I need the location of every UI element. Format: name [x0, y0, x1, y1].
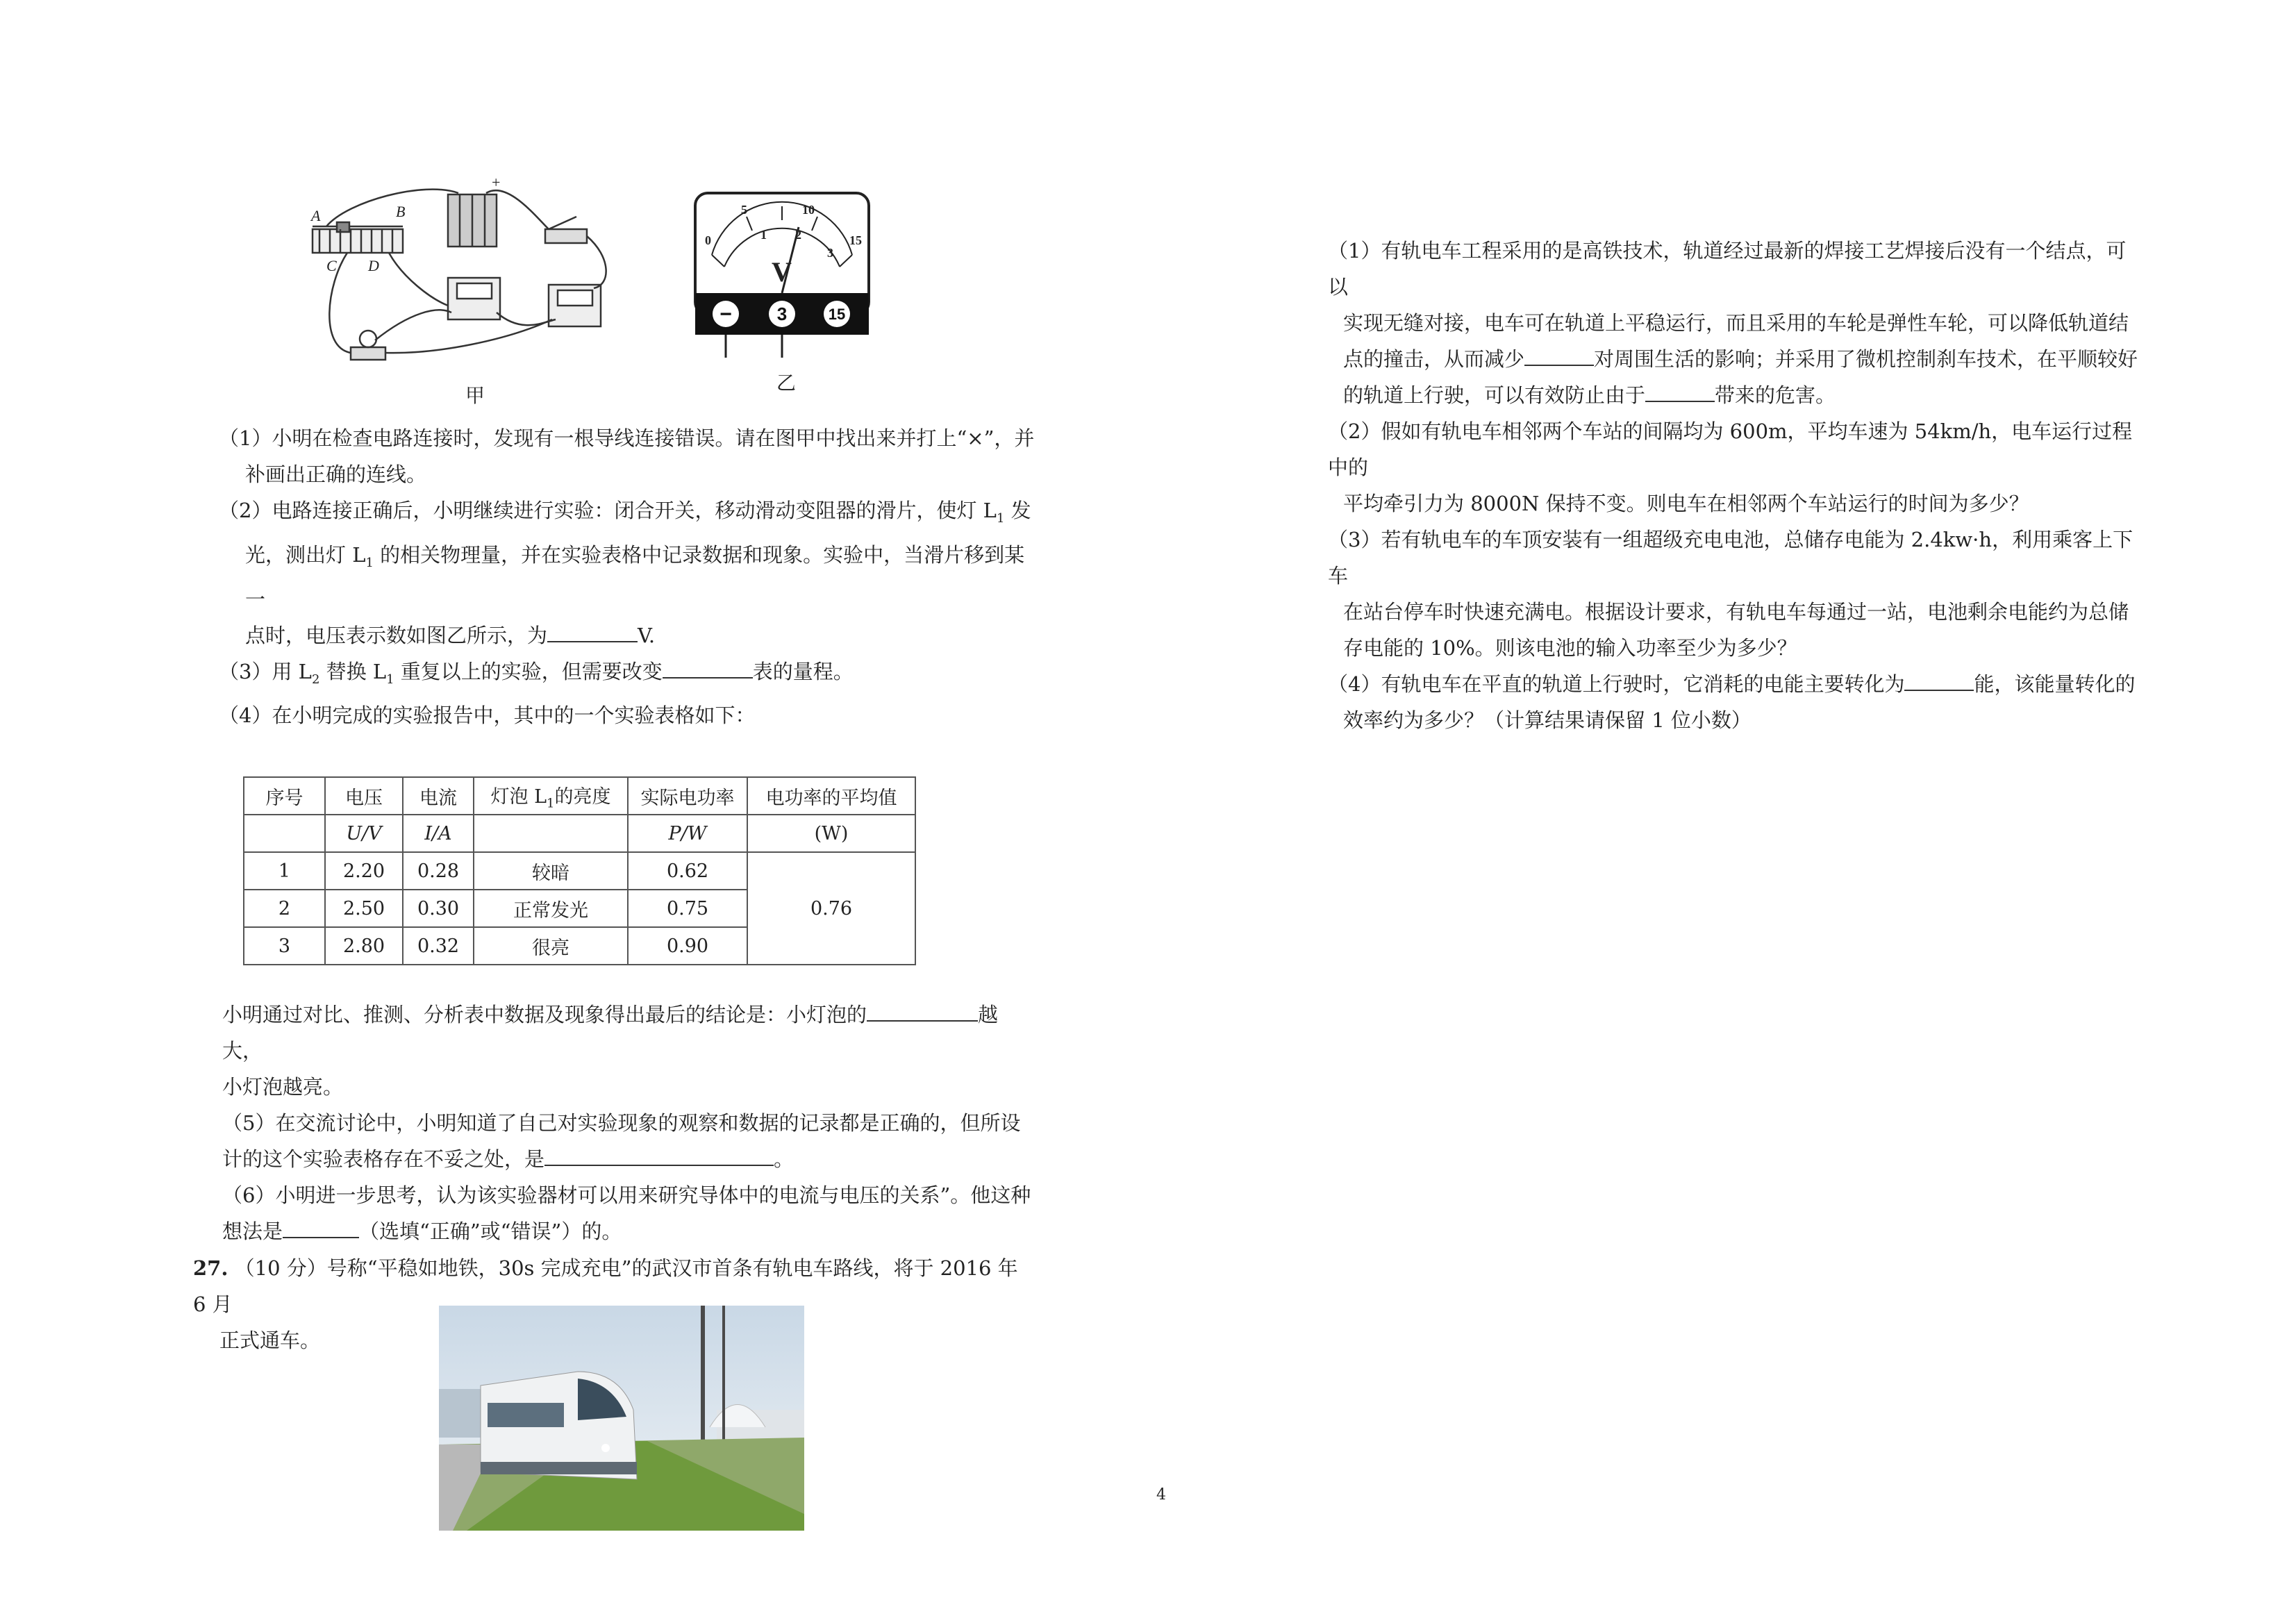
cell-voltage: 2.80: [325, 927, 403, 965]
conclusion-post: 越大，: [222, 1003, 999, 1063]
r3c: 存电能的 10%。则该电池的输入功率至少为多少？: [1343, 636, 1797, 660]
conclusion-text: 小明通过对比、推测、分析表中数据及现象得出最后的结论是：小灯泡的: [222, 1003, 867, 1026]
conclusion-line: [222, 997, 1035, 1069]
cell-current: 0.30: [403, 890, 474, 927]
q26-p6b-text: 想法是: [222, 1220, 283, 1243]
scale-10: 10: [802, 203, 815, 217]
q26-p2a-text: （2）电路连接正确后，小明继续进行实验：闭合开关，移动滑动变阻器的滑片，使灯 L: [219, 499, 997, 522]
voltage-answer-blank[interactable]: [547, 622, 638, 642]
meter-range-blank[interactable]: [663, 658, 753, 679]
cell-voltage: 2.20: [325, 852, 403, 890]
q26-p3-mid: 替换 L: [319, 659, 387, 683]
r4b: 效率约为多少？（计算结果请保留 1 位小数）: [1343, 708, 1752, 732]
q26-p2a: [219, 492, 1038, 537]
tram-illustration: [439, 1306, 804, 1531]
voltmeter-figure: [691, 189, 873, 359]
cell-index: 2: [244, 890, 325, 927]
inertia-blank[interactable]: [1645, 381, 1715, 402]
th-current: 电流: [403, 777, 474, 815]
r1b: 实现无缝对接，电车可在轨道上平稳运行，而且采用的车轮是弹性车轮，可以降低轨道结: [1343, 311, 2129, 335]
scale-3: 3: [827, 246, 833, 260]
q26-p2a-sub: 1: [996, 510, 1005, 526]
r2a: （2）假如有轨电车相邻两个车站的间隔均为 600m，平均车速为 54km/h，电车运行过程中的: [1328, 419, 2133, 479]
q26-p6b-post: （选填“正确”或“错误”）的。: [359, 1220, 622, 1243]
q26-p3-post: 表的量程。: [752, 659, 854, 683]
th2-brightness: [474, 815, 628, 852]
q26-p5b-text: 计的这个实验表格存在不妥之处，是: [222, 1147, 545, 1171]
conclusion-blank[interactable]: [867, 1001, 978, 1022]
r4a-post: 能，该能量转化的: [1974, 672, 2136, 696]
label-c: C: [326, 257, 337, 274]
th2-index: [244, 815, 325, 852]
conclusion-line-2: 小灯泡越亮。: [222, 1075, 344, 1099]
r1d-text: 的轨道上行驶，可以有效防止由于: [1343, 383, 1646, 407]
q26-p2b: [219, 537, 1038, 617]
circuit-figure: [299, 174, 632, 382]
r3a: （3）若有轨电车的车顶安装有一组超级充电电池，总储存电能为 2.4kw·h，利用乘客上下车: [1328, 528, 2133, 588]
q27-line2: 正式通车。: [219, 1329, 321, 1352]
r2b: 平均牵引力为 8000N 保持不变。则电车在相邻两个车站运行的时间为多少？: [1343, 492, 2029, 515]
th-brightness-text: 灯泡 L: [490, 785, 547, 808]
th-brightness-post: 的亮度: [554, 785, 611, 808]
correctness-blank[interactable]: [283, 1217, 359, 1238]
scale-2: 2: [795, 228, 801, 242]
q26-p2a-post: 发: [1004, 499, 1031, 522]
r1a: （1）有轨电车工程采用的是高铁技术，轨道经过最新的焊接工艺焊接后没有一个结点，可以: [1328, 239, 2127, 299]
th-voltage: 电压: [325, 777, 403, 815]
cell-brightness: 正常发光: [474, 890, 628, 927]
terminal-15: 15: [828, 306, 846, 323]
label-plus: +: [492, 174, 501, 191]
cell-voltage: 2.50: [325, 890, 403, 927]
th2-current: I/A: [403, 815, 474, 852]
q27-subquestions: [1328, 233, 2140, 738]
r4a: [1328, 666, 2140, 702]
th2-avg-power: (W): [747, 815, 915, 852]
cell-avg-power: 0.76: [747, 852, 915, 965]
q26-p4: （4）在小明完成的实验报告中，其中的一个实验表格如下：: [219, 704, 756, 728]
r1d-post: 带来的危害。: [1715, 383, 1836, 407]
r1d: [1328, 377, 2140, 413]
terminal-3: 3: [776, 303, 788, 324]
noise-blank[interactable]: [1524, 345, 1594, 366]
scale-1: 1: [760, 228, 767, 242]
table-row: [244, 852, 915, 890]
label-a: A: [311, 207, 321, 224]
scale-0: 0: [705, 233, 711, 247]
q26-p3-sub2: 1: [386, 672, 394, 687]
th-power: 实际电功率: [628, 777, 747, 815]
label-d: D: [368, 257, 379, 274]
q26-p2c-text: 点时，电压表示数如图乙所示，为: [245, 623, 548, 647]
cell-brightness: 较暗: [474, 852, 628, 890]
experiment-table: [243, 776, 916, 965]
cell-brightness: 很亮: [474, 927, 628, 965]
cell-current: 0.28: [403, 852, 474, 890]
q26-p1b: 补画出正确的连线。: [245, 463, 427, 486]
q26-p6a: （6）小明进一步思考，认为该实验器材可以用来研究导体中的电流与电压的关系”。他这种: [222, 1183, 1031, 1207]
q26-p2c: [219, 617, 1038, 654]
r4a-text: （4）有轨电车在平直的轨道上行驶时，它消耗的电能主要转化为: [1328, 672, 1905, 696]
cell-current: 0.32: [403, 927, 474, 965]
r1c-text: 点的撞击，从而减少: [1343, 347, 1525, 371]
q26-p2b-text: 光，测出灯 L: [245, 542, 366, 567]
cell-index: 1: [244, 852, 325, 890]
scale-15: 15: [849, 233, 862, 247]
th-brightness: [474, 777, 628, 815]
th-index: 序号: [244, 777, 325, 815]
voltmeter-diagram: [691, 189, 873, 359]
cell-power: 0.90: [628, 927, 747, 965]
q26-p3-sub1: 2: [311, 672, 320, 687]
tram-photo: [439, 1306, 804, 1531]
q27-line1-text: （10 分）号称“平稳如地铁，30s 完成充电”的武汉市首条有轨电车路线，将于 2016 年 6 月: [193, 1256, 1018, 1316]
q26-p5a: （5）在交流讨论中，小明知道了自己对实验现象的观察和数据的记录都是正确的，但所设: [222, 1111, 1021, 1135]
th-brightness-sub: 1: [547, 796, 555, 811]
th2-power: P/W: [628, 815, 747, 852]
label-b: B: [396, 203, 406, 220]
page-number: 4: [1156, 1486, 1166, 1504]
terminal-minus: −: [719, 303, 732, 326]
th2-voltage: U/V: [325, 815, 403, 852]
q26-p2b-post: 的相关物理量，并在实验表格中记录数据和现象。实验中，当滑片移到某一: [245, 542, 1025, 611]
figure-jia-caption: 甲: [465, 384, 485, 407]
q26-p1a: （1）小明在检查电路连接时，发现有一根导线连接错误。请在图甲中找出来并打上“×”，并: [219, 426, 1035, 450]
q26-p5b: [222, 1141, 1035, 1177]
th-avg-power: 电功率的平均值: [747, 777, 915, 815]
circuit-diagram: [299, 174, 632, 382]
q26-p5b-post: 。: [774, 1147, 795, 1171]
q26-parts-1-4: [219, 420, 1038, 733]
meter-letter: V: [772, 256, 792, 288]
scale-5: 5: [741, 203, 747, 217]
energy-form-blank[interactable]: [1904, 670, 1974, 691]
r3b: 在站台停车时快速充满电。根据设计要求，有轨电车每通过一站，电池剩余电能约为总储: [1343, 600, 2129, 624]
q26-p3-text: （3）用 L: [219, 659, 312, 683]
q26-p3-mid2: 重复以上的实验，但需要改变: [394, 659, 663, 683]
r1c: [1328, 341, 2140, 377]
q26-conclusion-and-parts-5-6: [222, 997, 1035, 1249]
cell-index: 3: [244, 927, 325, 965]
q26-p6b: [222, 1213, 1035, 1249]
cell-power: 0.62: [628, 852, 747, 890]
table-flaw-blank[interactable]: [544, 1145, 774, 1166]
q27-number: 27.: [193, 1256, 228, 1280]
r1c-post: 对周围生活的影响；并采用了微机控制刹车技术，在平顺较好: [1594, 347, 2138, 371]
q26-p2c-post: V.: [638, 623, 656, 647]
figure-yi-caption: 乙: [776, 372, 797, 394]
q26-p3: [219, 654, 1038, 698]
cell-power: 0.75: [628, 890, 747, 927]
q26-p2b-sub: 1: [365, 555, 374, 570]
